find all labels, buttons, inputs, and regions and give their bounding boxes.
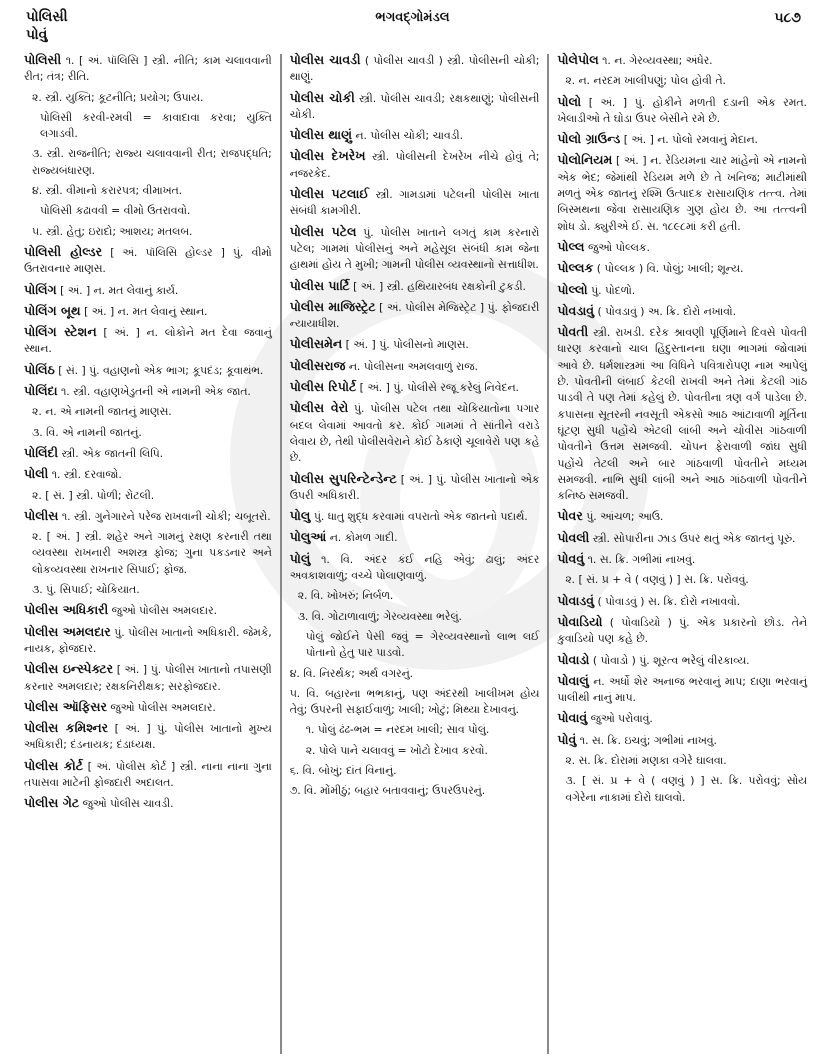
dictionary-entry (290, 471, 540, 505)
headword: પોલિંદા (24, 383, 58, 399)
column-2 (282, 52, 548, 1054)
dictionary-entry (24, 383, 272, 400)
dictionary-entry (290, 148, 540, 182)
definition-text: ( પોલ્લક ) વિ. પોલું; ખાલી; શૂન્ય. (596, 262, 744, 276)
definition-text: સ્ત્રી. પોલીસની દેખરેખ નીચે હોવું તે; નજરકેદ. (289, 150, 540, 180)
entry-sense (290, 609, 540, 625)
page-number: ૫૮૭ (774, 10, 801, 26)
dictionary-entry (557, 710, 807, 727)
definition-text: ૭. વિ. મોંમીઠું; બહાર બતાવવાનું; ઉપરઉપરનું. (289, 784, 486, 798)
definition-text: [ અં. પોલીસ કોર્ટ ] સ્ત્રી. નાના નાના ગુના તપાસવા માટેની ફોજદારી અદાલત. (24, 759, 272, 789)
headword: પોલેપોલ (557, 52, 599, 67)
definition-text: ૧. સ્ત્રી. દરવાજો. (51, 468, 122, 482)
dictionary-entry (290, 400, 540, 466)
definition-text: પું. ધાતુ શુદ્ધ કરવામાં વપરાતો એક જાતનો પદાર્થ. (313, 510, 528, 524)
dictionary-entry (557, 673, 807, 707)
definition-text: ૨. વિ. ખોખરું; નિર્બળ. (297, 589, 394, 603)
dictionary-entry (557, 530, 807, 547)
definition-text: પું. પોલીસ ખાતાને લગતું કામ કરનારો પટેલ; ગામમાં પોલીસનું અને મહેસૂલ સંબંધી કામ જેના હાથમાં હોય તે મુખી; ગામની પોલીસ વ્યવસ્થાનો સત્તાધીશ. (289, 225, 540, 272)
definition-text: ૧. સ્ત્રી. ગુનેગારને પરેજ રાખવાની ચોકી; ચબૂતરો. (61, 509, 271, 523)
dictionary-entry (290, 127, 540, 144)
definition-text: ૨. [ અં. ] સ્ત્રી. શહેર અને ગામનું રક્ષણ કરનારી તથા વ્યવસ્થા રાખનારી અશસ્ત્ર ફોજ; ગુના પકડનાર અને લોકવ્યવસ્થા રાખનાર સિપાઈ; ફોજ. (32, 530, 272, 576)
dictionary-entry (24, 661, 272, 695)
headword: પોવાલું (557, 672, 589, 688)
entry-sense (24, 146, 272, 179)
definition-text: સ્ત્રી. રાખડી. દરેક શ્રાવણી પૂર્ણિમાને દિવસે પોવતી ધારણ કરવાનો ચાલ હિંદુસ્તાનના ઘણા ભાગમાં જોવામાં આવે છે. ધર્મશાસ્ત્રમાં આ વિધિને પવિત્રારોપણ નામ આપેલું છે. પોવતીની લંબાઈ કેટલી રાખવી અને તેમાં કેટલી ગાંઠ પાડવી તે પણ તેમાં કહેલું છે. પોવતીના ત્રણ વર્ગ પાડેલા છે. કપાસના સૂતરની નવસૂતી એકસો આઠ આંટાવાળી મૂર્તિના ઘૂંટણ સુધી પહોંચે એટલી લાંબી અને ચોવીસ ગાંઠવાળી પોવતીને ઉત્તમ સમજવી. ચોપન ફેરાવાળી જાંઘ સુધી પહોંચે તેટલી અને બાર ગાંઠવાળી પોવતીને મધ્યમ સમજવી. નાભિ સુધી લાંબી અને આઠ ગાંઠવાળી પોવતીને કનિષ્ઠ સમજવી. (557, 326, 808, 503)
dictionary-entry (290, 90, 540, 124)
headword: પોલીસ ઑફિસર (24, 698, 107, 714)
definition-text: [ અં. ] ન. રેડિયમના ચાર માંહેનો એ નામનો એક ભેદ; જેમાંથી રેડિયમ મળે છે તે ખનિજ; માટીમાંથી મળતું એક જાતનું રશ્મિ ઉત્પાદક રાસાયણિક તત્ત્વ. તેમાં બિસ્મથના જેવા રાસાયણિક ગુણ હોય છે. આ તત્ત્વની શોધ ડો. ક્યુરીએ ઈ. સ. ૧૮૯૮માં કરી હતી. (557, 154, 807, 233)
dictionary-entry (290, 529, 540, 546)
dictionary-entry (24, 758, 272, 792)
entry-sense (290, 763, 540, 779)
definition-text: પું. પોલીસ ખાતાનો અધિકારી. જેમકે, નાયક, ફોજદાર. (24, 625, 272, 655)
guide-word-last: પોવું (26, 27, 48, 43)
dictionary-columns (24, 52, 815, 1054)
definition-text: [ અં. ] સ્ત્રી. હથિયારબંધ રક્ષકોની ટુકડી. (353, 279, 526, 293)
definition-text: ( પોવાડવું ) સ. ક્રિ. દોરો નખાવવો. (597, 594, 741, 608)
headword: પોલિંગ સ્ટેશન (24, 324, 97, 340)
dictionary-entry (290, 299, 540, 333)
dictionary-entry (290, 186, 540, 220)
dictionary-entry (24, 699, 272, 716)
definition-text: સ્ત્રી. ગામડામાં પટેલની પોલીસ ખાતા સંબંધી કામગીરી. (289, 188, 540, 218)
dictionary-entry (24, 282, 272, 299)
headword: પોલીસ (24, 507, 59, 523)
dictionary-entry (557, 303, 807, 320)
definition-text: પોલિસી કઢાવવી = વીમો ઉતરાવવો. (40, 204, 191, 218)
dictionary-entry (24, 795, 272, 812)
dictionary-entry (24, 624, 272, 658)
dictionary-entry (290, 358, 540, 375)
headword: પોવાડવું (557, 592, 595, 608)
definition-text: ૨. ન. નરદમ ખાલીપણું; પોલ હોવી તે. (565, 74, 726, 88)
headword: પોલીસ ચોકી (289, 89, 355, 105)
entry-sense (24, 425, 272, 441)
definition-text: ૧. સ. ક્રિ. ગભીમાં નાખવું. (587, 553, 696, 567)
definition-text: [ અં. ] પું. પોલીસનો માણસ. (345, 338, 469, 352)
entry-sense (24, 404, 272, 420)
definition-text: [ અં. ] ન. પોલો રમવાનું મેદાન. (623, 133, 758, 147)
definition-text: [ અં. પૉલિસિ હોલ્ડર ] પું. વીમો ઉતરાવનાર માણસ. (24, 245, 272, 276)
dictionary-entry (24, 324, 272, 358)
definition-text: જુઓ પોલ્લક. (587, 240, 650, 254)
entry-sense (557, 572, 807, 588)
dictionary-entry (24, 508, 272, 525)
headword: પોલુઆં (289, 529, 327, 545)
headword: પોલીસ માજિસ્ટ્રેટ (289, 298, 376, 314)
dictionary-entry (557, 260, 807, 277)
headword: પોલીસરાજ (289, 357, 346, 373)
definition-text: ૩. [ સં. પ્ર + વે ( વણવું ) ] સ. ક્રિ. પરોવવું; સોય વગેરેના નાકામાં દોરો ઘાલવો. (565, 774, 807, 804)
entry-sense (557, 753, 807, 769)
definition-text: ( પોવાડિયો ) પું. એક પ્રકારનો છોડ. તેને કુવાડિયો પણ કહે છે. (557, 615, 807, 646)
definition-text: ( પોલીસ ચાવડી ) સ્ત્રી. પોલીસની ચોકી; થાણું. (289, 54, 540, 84)
definition-text: [ અં. ] ન. મત લેવાનું સ્થાન. (84, 304, 208, 318)
headword: પોલિસી (24, 52, 62, 67)
definition-text: જુઓ પરોવાવું. (590, 712, 653, 726)
headword: પોવતી (557, 324, 589, 340)
dictionary-entry (290, 278, 540, 295)
entry-sense (24, 224, 272, 240)
definition-text: ન. પોલીસ ચોકી; ચાવડી. (355, 129, 464, 143)
definition-text: ૧. પોલું ઢંઢ-ભમ = નરદમ ખાલી; સાવ પોલું. (305, 723, 490, 737)
dictionary-entry (557, 324, 807, 504)
guide-word-first: પોલિસી (26, 9, 68, 25)
definition-text: ( પોવાડો ) પું. શૂરત્વ ભરેલું વીરકાવ્ય. (592, 653, 750, 667)
definition-text: ૫. સ્ત્રી. હેતુ; ઇરાદો; આશય; મતલબ. (32, 224, 193, 238)
entry-sense (290, 743, 540, 759)
dictionary-entry (557, 239, 807, 256)
definition-text: ૨. [ સં. પ્ર + વે ( વણવું ) ] સ. ક્રિ. પરોવવું. (565, 573, 749, 587)
definition-text: સ્ત્રી. એક જાતની લિપિ. (61, 446, 164, 460)
headword: પોવલી (557, 529, 590, 545)
definition-text: [ અં. ] ન. મત લેવાનું કાર્ય. (60, 283, 179, 297)
definition-text: જુઓ પોલીસ ચાવડી. (82, 797, 174, 811)
definition-text: જુઓ પોલીસ અમલદાર. (110, 700, 216, 714)
definition-text: [ અં. ] પું. પોલીસે રજૂ કરેલું નિવેદન. (359, 381, 519, 395)
definition-text: ૨. [ સં. ] સ્ત્રી. પોળી; રોટલી. (32, 488, 155, 502)
definition-text: [ અં. ] પું. પોલીસ ખાતાનો તપાસણી કરનાર અમલદાર; રક્ષકનિરીક્ષક; સરફોજદાર. (24, 663, 272, 693)
dictionary-entry (557, 652, 807, 669)
dictionary-entry (290, 52, 540, 86)
definition-text: ૨. સ્ત્રી. યુક્તિ; કૂટનીતિ; પ્રયોગ; ઉપાય. (32, 90, 204, 104)
headword: પોલીસ દેખરેખ (289, 148, 366, 164)
book-title: ભગવદ્ગોમંડલ (375, 10, 450, 25)
dictionary-entry (24, 466, 272, 483)
headword: પોલું (289, 550, 311, 566)
definition-text: ૨. પોલે પાને ચલાવવું = ખોટો દેખાવ કરવો. (305, 743, 488, 757)
definition-text: [ અં. ] ન. લોકોને મત દેવા જવાનું સ્થાન. (24, 326, 272, 356)
headword: પોલો (557, 93, 582, 109)
entry-sense (557, 773, 807, 806)
definition-text: ન. પોલીસના અમલવાળું રાજ. (348, 359, 478, 373)
dictionary-entry (290, 379, 540, 396)
definition-text: ૩. વિ. ગોટાળાવાળું; ગેરવ્યવસ્થા ભરેલું. (297, 609, 462, 623)
headword: પોલીસ વેરો (289, 400, 349, 416)
entry-sense (24, 203, 272, 219)
headword: પોલીસ રિપોર્ટ (289, 379, 357, 395)
dictionary-entry (557, 508, 807, 525)
column-3 (549, 52, 815, 1054)
definition-text: પું. આંચળ; આઉ. (586, 510, 664, 524)
definition-text: ૨. સ. ક્રિ. દોરામાં મણકા વગેરે ઘાલવા. (565, 753, 727, 767)
definition-text: ૫. વિ. બહારના ભભકાનું, પણ અંદરથી ખાલીખમ હોય તેવું; ઉપરની સફાઈવાળું; ખાલી; ખોટું; મિથ્યા દેખાવનું. (289, 686, 540, 717)
dictionary-entry (557, 282, 807, 299)
definition-text: ૩. સ્ત્રી. રાજનીતિ; રાજ્ય ચલાવવાની રીત; રાજપદ્ધતિ; રાજ્યબંધારણ. (32, 147, 272, 177)
headword: પોલીસ પટલાઈ (289, 186, 370, 202)
headword: પોલીસ ગેટ (24, 795, 80, 811)
headword: પોલીસ થાણું (289, 127, 352, 143)
entry-sense (290, 783, 540, 799)
dictionary-entry (290, 551, 540, 585)
headword: પોલિંઠ (24, 361, 55, 377)
headword: પોલિંગ (24, 281, 57, 297)
definition-text: [ અં. ] પું. હોકીને મળતી દડાની એક રમત. ખેલાડીઓ તે ઘોડા ઉપર બેસીને રમે છે. (557, 95, 807, 125)
definition-text: સ્ત્રી. સોપારીના ઝાડ ઉપર થતું એક જાતનું પૂરું. (592, 531, 796, 545)
headword: પોવાવું (557, 710, 588, 726)
dictionary-entry (24, 720, 272, 754)
headword: પોલીસ અમલદાર (24, 623, 111, 639)
dictionary-entry (290, 336, 540, 353)
headword: પોવાડિયો (557, 613, 603, 629)
entry-sense (24, 110, 272, 143)
entry-sense (24, 488, 272, 504)
entry-sense (290, 686, 540, 719)
dictionary-entry (557, 131, 807, 148)
headword: પોલોનિયમ (557, 152, 613, 168)
headword: પોલુ (289, 508, 311, 524)
headword: પોવડાવું (557, 302, 595, 318)
headword: પોવાડો (557, 651, 590, 667)
dictionary-entry (24, 244, 272, 278)
dictionary-entry (557, 732, 807, 749)
definition-text: ૩. વિ. એ નામની જાતનું. (32, 425, 142, 439)
dictionary-entry (290, 224, 540, 274)
definition-text: [ અં. પોલીસ મેજિસ્ટ્રેટ ] પું. ફોજદારી ન્યાયાધીશ. (289, 300, 540, 331)
definition-text: જુઓ પોલીસ અમલદાર. (111, 604, 218, 618)
page-header (0, 0, 825, 52)
entry-sense (24, 529, 272, 578)
definition-text: ૪. વિ. નિરર્થક; અર્થ વગરનું. (289, 666, 414, 680)
definition-text: ૧. [ અં. પૉલિસિ ] સ્ત્રી. નીતિ; કામ ચલાવવાની રીત; તંત્ર; રીતિ. (24, 54, 272, 84)
dictionary-entry (24, 602, 272, 619)
dictionary-entry (24, 52, 272, 86)
headword: પોલીસ અધિકારી (24, 602, 109, 618)
headword: પોલીસ પાર્ટિ (289, 277, 350, 293)
entry-sense (24, 183, 272, 199)
dictionary-entry (557, 614, 807, 648)
headword: પોવર (557, 508, 583, 524)
headword: પોવવું (557, 551, 585, 567)
definition-text: ૧. સ. ક્રિ. ઇચવું; ગભીમાં નાખવું. (579, 733, 717, 747)
headword: પોલો ગ્રાઉન્ડ (557, 131, 621, 147)
column-1 (24, 52, 280, 1054)
headword: પોલીસ ઇન્સ્પેક્ટર (24, 661, 114, 677)
definition-text: ૧. સ્ત્રી. વહાણખેડુતની એ નામની એક જાત. (61, 385, 251, 399)
headword: પોલીસમેન (289, 336, 343, 352)
definition-text: ૩. પું. સિપાઈ; ચોકિયાત. (32, 583, 140, 597)
dictionary-entry (557, 94, 807, 128)
definition-text: [ સં. ] પું. વહાણનો એક ભાગ; કૂપદંડ; કૂવાથંભ. (58, 363, 264, 377)
entry-sense (24, 90, 272, 106)
dictionary-entry (24, 362, 272, 379)
definition-text: પું. પોદળો. (591, 283, 636, 297)
definition-text: ન. અર્ધો શેર અનાજ ભરવાનું માપ; દાણા ભરવાનું પાલીથી નાનું માપ. (557, 674, 807, 705)
definition-text: ૬. વિ. બોખું; દાંત વિનાનું. (289, 763, 397, 777)
headword: પોલીસ કમિશ્નર (24, 720, 109, 736)
dictionary-entry (557, 593, 807, 610)
dictionary-entry (557, 52, 807, 69)
dictionary-entry (557, 152, 807, 234)
definition-text: ( પોવડાવું ) અ. ક્રિ. દોરો નખાવો. (597, 304, 737, 318)
headword: પોલીસ કોર્ટ (24, 757, 84, 773)
entry-sense (290, 666, 540, 682)
dictionary-entry (290, 508, 540, 525)
definition-text: [ અં. ] પું. પોલીસ ખાતાનો એક ઉપરી અધિકારી. (289, 472, 540, 502)
definition-text: પોલિસી કરવી-રમવી = કાવાદાવા કરવા; યુક્તિ લગાડવી. (40, 110, 272, 141)
headword: પોલીસ ચાવડી (289, 52, 361, 67)
headword: પોલિંદી (24, 444, 59, 460)
dictionary-entry (557, 551, 807, 568)
dictionary-entry (24, 445, 272, 462)
definition-text: પોલું જોઈને પેસી જવું = ગેરવ્યવસ્થાનો લાભ લઈ પોતાનો હેતુ પાર પાડવો. (305, 629, 540, 660)
headword: પોલ્લો (557, 281, 588, 297)
entry-sense (24, 582, 272, 598)
definition-text: ૧. વિ. અંદર કંઈ નહિ એવું; ઢાલું; અંદર અવકાશવાળું; વચ્ચે પોલાણવાળું. (289, 552, 540, 583)
definition-text: ૪. સ્ત્રી. વીમાનો કરારપત્ર; વીમાખત. (32, 184, 183, 198)
definition-text: ન. કોમળ ગાદી. (329, 531, 398, 545)
definition-text: [ અં. ] પું. પોલીસ ખાતાનો મુખ્ય અધિકારી; દંડનાયક; દંડાધ્યક્ષ. (24, 722, 272, 752)
definition-text: ૨. ન. એ નામની જાતનું માણસ. (32, 405, 172, 419)
definition-text: સ્ત્રી. પોલીસ ચાવડી; રક્ષકથાણું; પોલીસની ચોકી. (289, 91, 540, 121)
headword: પોવું (557, 731, 577, 747)
definition-text: ૧. ન. ગેરવ્યવસ્થા; અંધેર. (602, 54, 713, 67)
entry-sense (290, 588, 540, 604)
headword: પોલીસ સુપરિન્ટેન્ડેન્ટ (289, 470, 397, 486)
headword: પોલી (24, 466, 49, 482)
entry-sense (290, 629, 540, 662)
headword: પોલિંગ બૂથ (24, 302, 81, 318)
entry-sense (557, 73, 807, 89)
definition-text: પું. પોલીસ પટેલ તથા ચોકિયાતોના પગાર બદલ લેવામાં આવતો કર. કોઈ ગામમાં તે સાંતીને વરાડે લેવાય છે, તેથી પોલીસવેરાને કોઈ ઠેકાણે ચૂલાવેરો પણ કહે છે. (289, 402, 540, 465)
headword: પોલ્લ (557, 238, 585, 254)
headword: પોલીસ પટેલ (289, 223, 357, 239)
headword: પોલિસી હોલ્ડર (24, 243, 103, 259)
entry-sense (290, 722, 540, 738)
dictionary-entry (24, 303, 272, 320)
headword: પોલ્લક (557, 260, 594, 276)
